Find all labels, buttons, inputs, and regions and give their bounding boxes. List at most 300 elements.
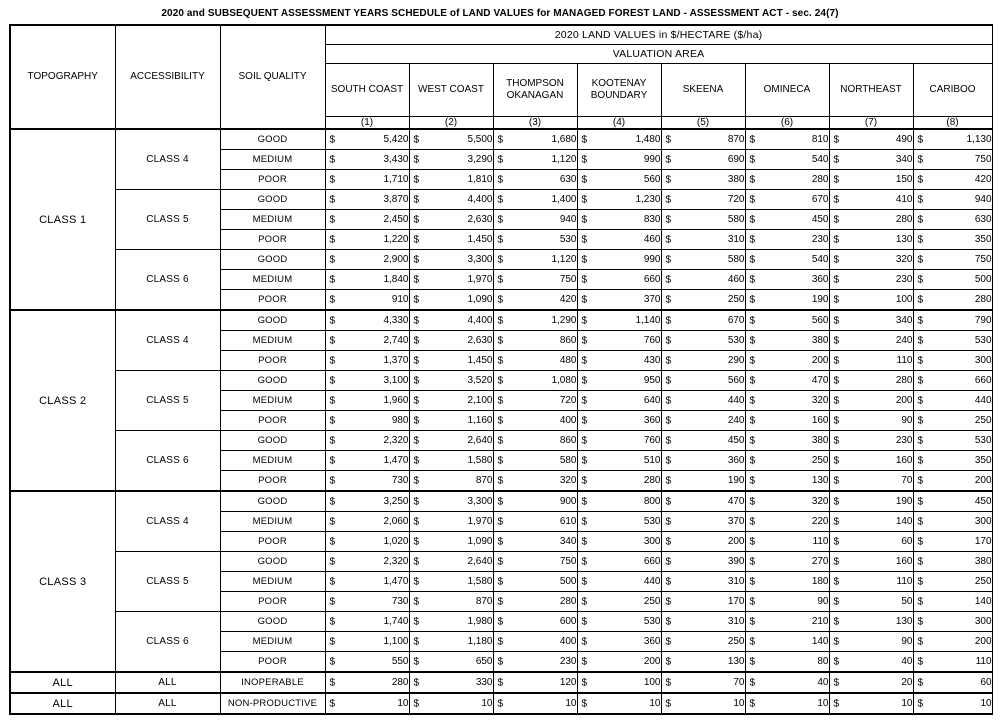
cell-value-area-8 bbox=[913, 391, 992, 411]
value-amount: 600 bbox=[559, 616, 577, 627]
currency-symbol: $ bbox=[665, 315, 672, 326]
table-row bbox=[10, 491, 992, 512]
value-amount: 830 bbox=[643, 214, 661, 225]
value-amount: 1,580 bbox=[467, 455, 493, 466]
currency-symbol: $ bbox=[581, 294, 588, 305]
value-amount: 750 bbox=[974, 254, 992, 265]
cell-value-area-6 bbox=[745, 612, 829, 632]
value-amount: 10 bbox=[980, 698, 992, 709]
cell-value-area-3 bbox=[493, 572, 577, 592]
cell-value-area-6 bbox=[745, 532, 829, 552]
cell-value-area-4 bbox=[577, 693, 661, 714]
value-amount: 60 bbox=[980, 677, 992, 688]
cell-value-area-4 bbox=[577, 230, 661, 250]
cell-value-area-3 bbox=[493, 491, 577, 512]
value-amount: 310 bbox=[727, 576, 745, 587]
cell-value-area-8 bbox=[913, 250, 992, 270]
value-amount: 360 bbox=[643, 415, 661, 426]
value-amount: 370 bbox=[727, 516, 745, 527]
value-amount: 750 bbox=[559, 274, 577, 285]
cell-topography: ALL bbox=[10, 693, 115, 714]
cell-value-area-1 bbox=[325, 190, 409, 210]
value-amount: 760 bbox=[643, 435, 661, 446]
cell-soil-quality: MEDIUM bbox=[220, 632, 325, 652]
currency-symbol: $ bbox=[917, 395, 924, 406]
value-amount: 1,400 bbox=[551, 194, 577, 205]
cell-value-area-2 bbox=[409, 391, 493, 411]
value-amount: 230 bbox=[895, 274, 913, 285]
col-header-area-8: CARIBOO bbox=[913, 64, 992, 117]
cell-value-area-5 bbox=[661, 190, 745, 210]
cell-value-area-4 bbox=[577, 572, 661, 592]
currency-symbol: $ bbox=[329, 375, 336, 386]
cell-value-area-3 bbox=[493, 371, 577, 391]
cell-value-area-5 bbox=[661, 411, 745, 431]
currency-symbol: $ bbox=[497, 194, 504, 205]
value-amount: 110 bbox=[896, 576, 913, 587]
value-amount: 1,080 bbox=[551, 375, 577, 386]
value-amount: 870 bbox=[475, 475, 493, 486]
currency-symbol: $ bbox=[329, 234, 336, 245]
cell-value-area-6 bbox=[745, 391, 829, 411]
cell-soil-quality: GOOD bbox=[220, 190, 325, 210]
currency-symbol: $ bbox=[749, 315, 756, 326]
cell-value-area-3 bbox=[493, 270, 577, 290]
table-row bbox=[10, 190, 992, 210]
value-amount: 280 bbox=[811, 174, 829, 185]
cell-value-area-5 bbox=[661, 270, 745, 290]
currency-symbol: $ bbox=[497, 395, 504, 406]
cell-value-area-6 bbox=[745, 371, 829, 391]
cell-soil-quality: NON-PRODUCTIVE bbox=[220, 693, 325, 714]
value-amount: 2,320 bbox=[383, 435, 409, 446]
currency-symbol: $ bbox=[581, 656, 588, 667]
currency-symbol: $ bbox=[833, 636, 840, 647]
cell-value-area-5 bbox=[661, 672, 745, 693]
cell-value-area-2 bbox=[409, 471, 493, 492]
currency-symbol: $ bbox=[833, 475, 840, 486]
cell-soil-quality: GOOD bbox=[220, 552, 325, 572]
value-amount: 660 bbox=[643, 556, 661, 567]
value-amount: 1,120 bbox=[551, 254, 577, 265]
currency-symbol: $ bbox=[581, 274, 588, 285]
value-amount: 2,740 bbox=[383, 335, 409, 346]
cell-accessibility: CLASS 6 bbox=[115, 431, 220, 492]
currency-symbol: $ bbox=[497, 496, 504, 507]
cell-value-area-3 bbox=[493, 331, 577, 351]
cell-value-area-5 bbox=[661, 431, 745, 451]
cell-value-area-2 bbox=[409, 129, 493, 150]
value-amount: 280 bbox=[895, 375, 913, 386]
cell-soil-quality: GOOD bbox=[220, 612, 325, 632]
value-amount: 130 bbox=[811, 475, 829, 486]
cell-value-area-1 bbox=[325, 471, 409, 492]
value-amount: 200 bbox=[643, 656, 661, 667]
value-amount: 2,100 bbox=[467, 395, 493, 406]
cell-value-area-6 bbox=[745, 471, 829, 492]
currency-symbol: $ bbox=[749, 496, 756, 507]
currency-symbol: $ bbox=[749, 596, 756, 607]
land-values-table bbox=[9, 24, 993, 715]
currency-symbol: $ bbox=[497, 596, 504, 607]
currency-symbol: $ bbox=[413, 496, 420, 507]
currency-symbol: $ bbox=[749, 154, 756, 165]
value-amount: 750 bbox=[974, 154, 992, 165]
cell-value-area-7 bbox=[829, 411, 913, 431]
value-amount: 3,100 bbox=[383, 375, 409, 386]
cell-value-area-6 bbox=[745, 331, 829, 351]
currency-symbol: $ bbox=[413, 415, 420, 426]
cell-value-area-1 bbox=[325, 371, 409, 391]
cell-value-area-3 bbox=[493, 512, 577, 532]
value-amount: 580 bbox=[727, 254, 745, 265]
cell-soil-quality: GOOD bbox=[220, 431, 325, 451]
currency-symbol: $ bbox=[665, 375, 672, 386]
value-amount: 1,100 bbox=[383, 636, 409, 647]
cell-value-area-2 bbox=[409, 512, 493, 532]
value-amount: 270 bbox=[811, 556, 829, 567]
value-amount: 390 bbox=[727, 556, 745, 567]
value-amount: 2,640 bbox=[467, 435, 493, 446]
cell-value-area-8 bbox=[913, 491, 992, 512]
value-amount: 120 bbox=[559, 677, 577, 688]
cell-value-area-1 bbox=[325, 572, 409, 592]
value-amount: 440 bbox=[727, 395, 745, 406]
value-amount: 650 bbox=[475, 656, 493, 667]
cell-value-area-3 bbox=[493, 391, 577, 411]
value-amount: 660 bbox=[643, 274, 661, 285]
cell-value-area-3 bbox=[493, 250, 577, 270]
currency-symbol: $ bbox=[581, 315, 588, 326]
value-amount: 500 bbox=[559, 576, 577, 587]
value-amount: 3,520 bbox=[467, 375, 493, 386]
cell-soil-quality: MEDIUM bbox=[220, 270, 325, 290]
currency-symbol: $ bbox=[581, 355, 588, 366]
currency-symbol: $ bbox=[329, 656, 336, 667]
banner-valuation-area: VALUATION AREA bbox=[325, 45, 992, 64]
value-amount: 1,470 bbox=[383, 576, 409, 587]
cell-value-area-6 bbox=[745, 190, 829, 210]
cell-accessibility: ALL bbox=[115, 693, 220, 714]
cell-value-area-1 bbox=[325, 411, 409, 431]
cell-value-area-2 bbox=[409, 270, 493, 290]
currency-symbol: $ bbox=[749, 134, 756, 145]
cell-value-area-4 bbox=[577, 632, 661, 652]
currency-symbol: $ bbox=[665, 214, 672, 225]
cell-value-area-8 bbox=[913, 592, 992, 612]
value-amount: 1,090 bbox=[467, 294, 493, 305]
currency-symbol: $ bbox=[413, 194, 420, 205]
currency-symbol: $ bbox=[413, 596, 420, 607]
cell-value-area-5 bbox=[661, 572, 745, 592]
col-header-soil-quality: SOIL QUALITY bbox=[220, 25, 325, 129]
cell-value-area-1 bbox=[325, 129, 409, 150]
cell-value-area-1 bbox=[325, 210, 409, 230]
value-amount: 190 bbox=[895, 496, 913, 507]
currency-symbol: $ bbox=[665, 576, 672, 587]
cell-value-area-6 bbox=[745, 129, 829, 150]
value-amount: 130 bbox=[895, 616, 913, 627]
value-amount: 5,500 bbox=[467, 134, 493, 145]
currency-symbol: $ bbox=[497, 516, 504, 527]
cell-soil-quality: POOR bbox=[220, 290, 325, 311]
table-row bbox=[10, 693, 992, 714]
value-amount: 100 bbox=[643, 677, 661, 688]
currency-symbol: $ bbox=[665, 294, 672, 305]
value-amount: 1,960 bbox=[383, 395, 409, 406]
cell-value-area-2 bbox=[409, 672, 493, 693]
value-amount: 580 bbox=[727, 214, 745, 225]
currency-symbol: $ bbox=[917, 415, 924, 426]
currency-symbol: $ bbox=[329, 455, 336, 466]
currency-symbol: $ bbox=[413, 335, 420, 346]
value-amount: 300 bbox=[974, 355, 992, 366]
currency-symbol: $ bbox=[665, 516, 672, 527]
col-header-area-number-4: (4) bbox=[577, 117, 661, 130]
currency-symbol: $ bbox=[581, 174, 588, 185]
cell-value-area-7 bbox=[829, 471, 913, 492]
value-amount: 410 bbox=[895, 194, 913, 205]
currency-symbol: $ bbox=[833, 516, 840, 527]
cell-value-area-6 bbox=[745, 270, 829, 290]
currency-symbol: $ bbox=[581, 556, 588, 567]
currency-symbol: $ bbox=[749, 636, 756, 647]
currency-symbol: $ bbox=[581, 395, 588, 406]
cell-value-area-1 bbox=[325, 552, 409, 572]
currency-symbol: $ bbox=[749, 194, 756, 205]
cell-value-area-5 bbox=[661, 391, 745, 411]
col-header-area-number-7: (7) bbox=[829, 117, 913, 130]
value-amount: 1,140 bbox=[635, 315, 661, 326]
currency-symbol: $ bbox=[917, 194, 924, 205]
value-amount: 450 bbox=[727, 435, 745, 446]
value-amount: 870 bbox=[727, 134, 745, 145]
value-amount: 1,740 bbox=[383, 616, 409, 627]
value-amount: 690 bbox=[727, 154, 745, 165]
value-amount: 170 bbox=[727, 596, 745, 607]
currency-symbol: $ bbox=[581, 234, 588, 245]
value-amount: 10 bbox=[565, 698, 577, 709]
currency-symbol: $ bbox=[665, 636, 672, 647]
currency-symbol: $ bbox=[329, 556, 336, 567]
cell-value-area-5 bbox=[661, 471, 745, 492]
currency-symbol: $ bbox=[497, 154, 504, 165]
value-amount: 110 bbox=[896, 355, 913, 366]
value-amount: 870 bbox=[475, 596, 493, 607]
currency-symbol: $ bbox=[581, 134, 588, 145]
cell-value-area-6 bbox=[745, 512, 829, 532]
cell-value-area-2 bbox=[409, 210, 493, 230]
currency-symbol: $ bbox=[665, 677, 672, 688]
currency-symbol: $ bbox=[497, 455, 504, 466]
cell-value-area-8 bbox=[913, 652, 992, 673]
currency-symbol: $ bbox=[833, 616, 840, 627]
cell-value-area-5 bbox=[661, 310, 745, 331]
cell-value-area-6 bbox=[745, 351, 829, 371]
currency-symbol: $ bbox=[413, 516, 420, 527]
cell-value-area-2 bbox=[409, 411, 493, 431]
currency-symbol: $ bbox=[413, 455, 420, 466]
value-amount: 340 bbox=[559, 536, 577, 547]
cell-value-area-5 bbox=[661, 230, 745, 250]
cell-value-area-1 bbox=[325, 170, 409, 190]
cell-value-area-8 bbox=[913, 331, 992, 351]
cell-value-area-2 bbox=[409, 331, 493, 351]
cell-value-area-4 bbox=[577, 270, 661, 290]
currency-symbol: $ bbox=[833, 335, 840, 346]
value-amount: 630 bbox=[974, 214, 992, 225]
value-amount: 910 bbox=[391, 294, 409, 305]
currency-symbol: $ bbox=[497, 355, 504, 366]
value-amount: 460 bbox=[643, 234, 661, 245]
value-amount: 2,060 bbox=[383, 516, 409, 527]
col-header-area-3: THOMPSON OKANAGAN bbox=[493, 64, 577, 117]
currency-symbol: $ bbox=[329, 576, 336, 587]
currency-symbol: $ bbox=[413, 355, 420, 366]
value-amount: 1,290 bbox=[551, 315, 577, 326]
value-amount: 250 bbox=[974, 415, 992, 426]
table-row bbox=[10, 129, 992, 150]
value-amount: 130 bbox=[895, 234, 913, 245]
cell-soil-quality: MEDIUM bbox=[220, 391, 325, 411]
currency-symbol: $ bbox=[329, 294, 336, 305]
value-amount: 560 bbox=[811, 315, 829, 326]
cell-soil-quality: MEDIUM bbox=[220, 210, 325, 230]
cell-value-area-8 bbox=[913, 632, 992, 652]
col-header-area-number-6: (6) bbox=[745, 117, 829, 130]
value-amount: 2,450 bbox=[383, 214, 409, 225]
value-amount: 560 bbox=[727, 375, 745, 386]
value-amount: 3,300 bbox=[467, 496, 493, 507]
cell-value-area-3 bbox=[493, 190, 577, 210]
value-amount: 1,120 bbox=[551, 154, 577, 165]
currency-symbol: $ bbox=[497, 234, 504, 245]
currency-symbol: $ bbox=[497, 335, 504, 346]
currency-symbol: $ bbox=[665, 698, 672, 709]
cell-value-area-2 bbox=[409, 592, 493, 612]
value-amount: 240 bbox=[727, 415, 745, 426]
currency-symbol: $ bbox=[749, 435, 756, 446]
value-amount: 1,480 bbox=[635, 134, 661, 145]
value-amount: 90 bbox=[901, 415, 913, 426]
currency-symbol: $ bbox=[497, 677, 504, 688]
value-amount: 860 bbox=[559, 435, 577, 446]
value-amount: 2,900 bbox=[383, 254, 409, 265]
currency-symbol: $ bbox=[413, 576, 420, 587]
value-amount: 1,680 bbox=[551, 134, 577, 145]
cell-value-area-6 bbox=[745, 431, 829, 451]
cell-value-area-4 bbox=[577, 391, 661, 411]
value-amount: 310 bbox=[727, 616, 745, 627]
value-amount: 320 bbox=[811, 395, 829, 406]
col-header-area-7: NORTHEAST bbox=[829, 64, 913, 117]
value-amount: 330 bbox=[475, 677, 493, 688]
cell-value-area-3 bbox=[493, 210, 577, 230]
currency-symbol: $ bbox=[917, 294, 924, 305]
currency-symbol: $ bbox=[833, 435, 840, 446]
currency-symbol: $ bbox=[749, 677, 756, 688]
value-amount: 730 bbox=[391, 475, 409, 486]
cell-value-area-6 bbox=[745, 652, 829, 673]
value-amount: 100 bbox=[895, 294, 913, 305]
value-amount: 10 bbox=[649, 698, 661, 709]
cell-value-area-7 bbox=[829, 431, 913, 451]
currency-symbol: $ bbox=[917, 174, 924, 185]
cell-value-area-1 bbox=[325, 431, 409, 451]
currency-symbol: $ bbox=[665, 274, 672, 285]
cell-value-area-2 bbox=[409, 290, 493, 311]
currency-symbol: $ bbox=[329, 496, 336, 507]
currency-symbol: $ bbox=[581, 214, 588, 225]
value-amount: 720 bbox=[727, 194, 745, 205]
currency-symbol: $ bbox=[497, 475, 504, 486]
value-amount: 4,400 bbox=[467, 194, 493, 205]
value-amount: 360 bbox=[811, 274, 829, 285]
currency-symbol: $ bbox=[413, 294, 420, 305]
currency-symbol: $ bbox=[749, 576, 756, 587]
header-row-banner1 bbox=[10, 25, 992, 45]
currency-symbol: $ bbox=[665, 435, 672, 446]
currency-symbol: $ bbox=[329, 274, 336, 285]
cell-value-area-8 bbox=[913, 693, 992, 714]
table-row bbox=[10, 552, 992, 572]
currency-symbol: $ bbox=[833, 576, 840, 587]
currency-symbol: $ bbox=[413, 274, 420, 285]
currency-symbol: $ bbox=[497, 536, 504, 547]
value-amount: 1,180 bbox=[467, 636, 493, 647]
cell-value-area-6 bbox=[745, 250, 829, 270]
currency-symbol: $ bbox=[581, 475, 588, 486]
cell-value-area-7 bbox=[829, 693, 913, 714]
currency-symbol: $ bbox=[833, 455, 840, 466]
cell-soil-quality: MEDIUM bbox=[220, 451, 325, 471]
currency-symbol: $ bbox=[749, 355, 756, 366]
value-amount: 140 bbox=[811, 636, 829, 647]
currency-symbol: $ bbox=[581, 616, 588, 627]
cell-value-area-3 bbox=[493, 150, 577, 170]
currency-symbol: $ bbox=[749, 294, 756, 305]
cell-value-area-3 bbox=[493, 431, 577, 451]
value-amount: 10 bbox=[817, 698, 829, 709]
value-amount: 760 bbox=[643, 335, 661, 346]
cell-value-area-1 bbox=[325, 512, 409, 532]
cell-value-area-8 bbox=[913, 552, 992, 572]
currency-symbol: $ bbox=[749, 335, 756, 346]
currency-symbol: $ bbox=[833, 254, 840, 265]
cell-value-area-4 bbox=[577, 471, 661, 492]
value-amount: 160 bbox=[811, 415, 829, 426]
currency-symbol: $ bbox=[329, 395, 336, 406]
value-amount: 40 bbox=[817, 677, 829, 688]
currency-symbol: $ bbox=[665, 596, 672, 607]
value-amount: 10 bbox=[733, 698, 745, 709]
table-row bbox=[10, 310, 992, 331]
value-amount: 3,430 bbox=[383, 154, 409, 165]
currency-symbol: $ bbox=[497, 375, 504, 386]
cell-value-area-8 bbox=[913, 431, 992, 451]
value-amount: 2,320 bbox=[383, 556, 409, 567]
cell-value-area-6 bbox=[745, 672, 829, 693]
currency-symbol: $ bbox=[833, 677, 840, 688]
cell-value-area-6 bbox=[745, 210, 829, 230]
cell-value-area-8 bbox=[913, 230, 992, 250]
currency-symbol: $ bbox=[665, 174, 672, 185]
currency-symbol: $ bbox=[581, 576, 588, 587]
cell-value-area-7 bbox=[829, 451, 913, 471]
cell-value-area-5 bbox=[661, 491, 745, 512]
value-amount: 430 bbox=[643, 355, 661, 366]
value-amount: 1,840 bbox=[383, 274, 409, 285]
